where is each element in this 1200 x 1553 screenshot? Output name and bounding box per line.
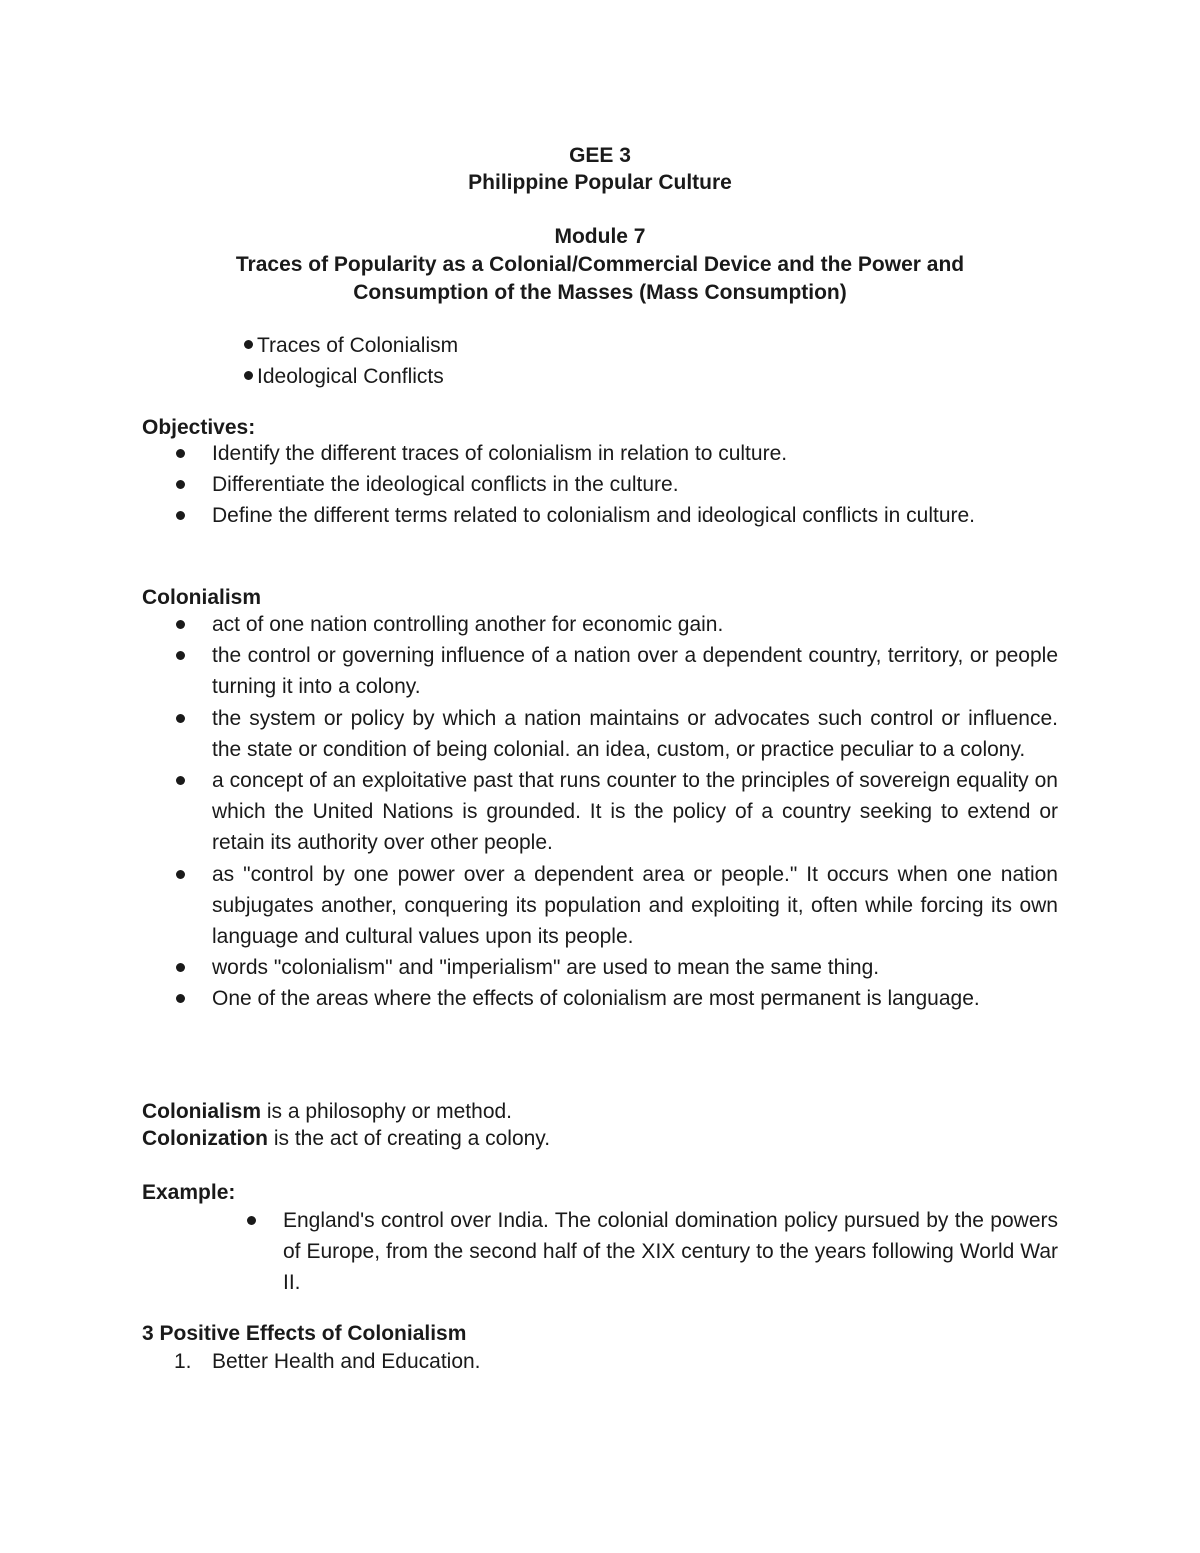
bullet-icon: [176, 776, 185, 785]
bullet-icon: [176, 620, 185, 629]
bullet-icon: [176, 449, 185, 458]
definition-colonialism: Colonialism is a philosophy or method.: [142, 1100, 513, 1123]
bullet-icon: [176, 511, 185, 520]
objectives-heading: Objectives:: [142, 416, 256, 439]
colonialism-heading: Colonialism: [142, 586, 262, 609]
list-item: Differentiate the ideological conflicts in the culture.: [142, 469, 1058, 500]
module-title-line1: Traces of Popularity as a Colonial/Commercial Device and the Power and: [235, 253, 965, 276]
topic-item: [244, 361, 444, 392]
bullet-icon: [176, 651, 185, 660]
bullet-icon: [244, 371, 253, 380]
list-item: England's control over India. The colonial domination policy pursued by the powers of Europe, from the second half of the XIX century to the years following World War II.: [142, 1205, 1058, 1299]
topic-label: Ideological Conflicts: [257, 365, 444, 388]
colonialism-list: [142, 609, 1058, 1015]
list-item: the system or policy by which a nation maintains or advocates such control or influence. the state or condition of being colonial. an idea, custom, or practice peculiar to a colony.: [142, 703, 1058, 765]
list-item: words "colonialism" and "imperialism" are used to mean the same thing.: [142, 952, 1058, 983]
bullet-icon: [176, 963, 185, 972]
subject-title: Philippine Popular Culture: [468, 171, 732, 194]
bullet-icon: [244, 340, 253, 349]
topic-label: Traces of Colonialism: [257, 334, 459, 357]
list-item: Define the different terms related to colonialism and ideological conflicts in culture.: [142, 500, 1058, 531]
list-item: One of the areas where the effects of colonialism are most permanent is language.: [142, 983, 1058, 1014]
example-heading: Example:: [142, 1181, 236, 1204]
bullet-icon: [176, 994, 185, 1003]
bullet-icon: [176, 714, 185, 723]
module-number: Module 7: [554, 225, 646, 248]
list-item: act of one nation controlling another for economic gain.: [142, 609, 1058, 640]
positive-effects-list: [142, 1346, 1058, 1377]
topic-item: [244, 330, 458, 361]
bullet-icon: [247, 1216, 256, 1225]
bullet-icon: [176, 870, 185, 879]
bullet-icon: [176, 480, 185, 489]
example-list: [142, 1205, 1058, 1299]
positive-effects-heading: 3 Positive Effects of Colonialism: [142, 1322, 467, 1345]
definition-term: Colonialism: [142, 1100, 262, 1123]
list-item: Identify the different traces of colonialism in relation to culture.: [142, 438, 1058, 469]
list-item: a concept of an exploitative past that runs counter to the principles of sovereign equality on which the United Nations is grounded. It is the policy of a country seeking to extend or retain its authority over other people.: [142, 765, 1058, 859]
course-code: GEE 3: [569, 144, 631, 167]
objectives-list: [142, 438, 1058, 532]
module-title-line2: Consumption of the Masses (Mass Consumption): [353, 281, 847, 304]
list-item: as "control by one power over a dependent area or people." It occurs when one nation subjugates another, conquering its population and exploiting it, often while forcing its own language and cultural values upon its people.: [142, 859, 1058, 953]
list-item: the control or governing influence of a nation over a dependent country, territory, or people turning it into a colony.: [142, 640, 1058, 702]
list-item: 1. Better Health and Education.: [174, 1350, 481, 1373]
definition-colonization: Colonization is the act of creating a colony.: [142, 1127, 551, 1150]
definition-term: Colonization: [142, 1127, 268, 1150]
